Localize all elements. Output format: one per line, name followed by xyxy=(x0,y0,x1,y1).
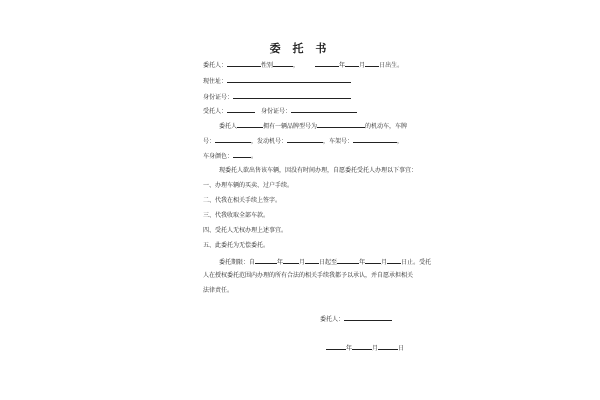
birth-year-blank xyxy=(315,60,339,67)
color-line: 车身颜色： 。 xyxy=(203,153,258,160)
end-month-blank xyxy=(365,257,381,264)
model-blank xyxy=(317,121,365,128)
list-item: 四、受托人无权办理上述事宜。 xyxy=(203,227,288,234)
id-number-blank xyxy=(233,92,351,99)
birth-month-blank xyxy=(345,60,359,67)
list-item: 一、办理车辆的买卖、过户手续。 xyxy=(203,182,294,189)
gender-blank xyxy=(273,60,293,67)
sign-year-blank xyxy=(326,343,346,350)
gender-label: 性别 xyxy=(261,62,274,69)
agent-id-blank xyxy=(291,106,357,113)
signature-line xyxy=(320,314,392,324)
frame-number-blank xyxy=(353,136,397,143)
start-month-blank xyxy=(283,257,299,264)
entrust-statement: 现委托人欲出售该车辆，因没有时间办理，自愿委托受托人办理以下事宜： xyxy=(219,167,418,174)
address-label: 现住址： xyxy=(203,78,228,85)
period-paragraph-line: 法律责任。 xyxy=(203,287,234,294)
agent-label: 受托人： xyxy=(203,108,228,115)
vehicle-line: 委托人 拥有一辆品牌型号为 的机动车，车牌 xyxy=(219,123,408,130)
principal-label: 委托人： xyxy=(203,62,228,69)
plate-blank xyxy=(215,136,251,143)
address-blank xyxy=(227,76,351,83)
start-year-blank xyxy=(255,257,277,264)
principal-name-blank xyxy=(227,60,261,67)
end-day-blank xyxy=(387,257,401,264)
document-title: 委 托 书 xyxy=(269,42,331,55)
agent-line xyxy=(203,106,357,116)
agent-name-blank xyxy=(227,106,255,113)
list-item: 三、代我收取全部车款。 xyxy=(203,212,270,219)
period-paragraph-line: 人在授权委托范围内办理的所有合法的相关手续我都予以承认，并自愿承担相关 xyxy=(203,272,414,279)
signature-blank xyxy=(344,314,392,321)
plate-line: 号： ，发动机号： ，车架号： ， xyxy=(203,138,404,145)
end-year-blank xyxy=(337,257,359,264)
period-line: 委托期限：自 年 月 日起至 年 月 日止。受托 xyxy=(219,259,432,266)
engine-number-blank xyxy=(287,136,323,143)
sign-day-blank xyxy=(378,343,398,350)
signature-label: 委托人： xyxy=(320,316,345,323)
date-line: 年 月 日 xyxy=(326,343,404,353)
agent-id-label: 身份证号： xyxy=(261,108,292,115)
owner-blank xyxy=(237,121,263,128)
list-item: 二、代我在相关手续上签字。 xyxy=(203,197,282,204)
principal-line: 委托人： 性别 ， 年 月 日出生。 xyxy=(203,62,404,69)
address-line xyxy=(203,76,351,86)
birth-day-blank xyxy=(365,60,379,67)
id-number-label: 身份证号： xyxy=(203,94,234,101)
color-blank xyxy=(233,151,251,158)
sign-month-blank xyxy=(352,343,372,350)
list-item: 五、此委托为无偿委托。 xyxy=(203,242,270,249)
start-day-blank xyxy=(305,257,319,264)
id-number-line xyxy=(203,92,351,102)
